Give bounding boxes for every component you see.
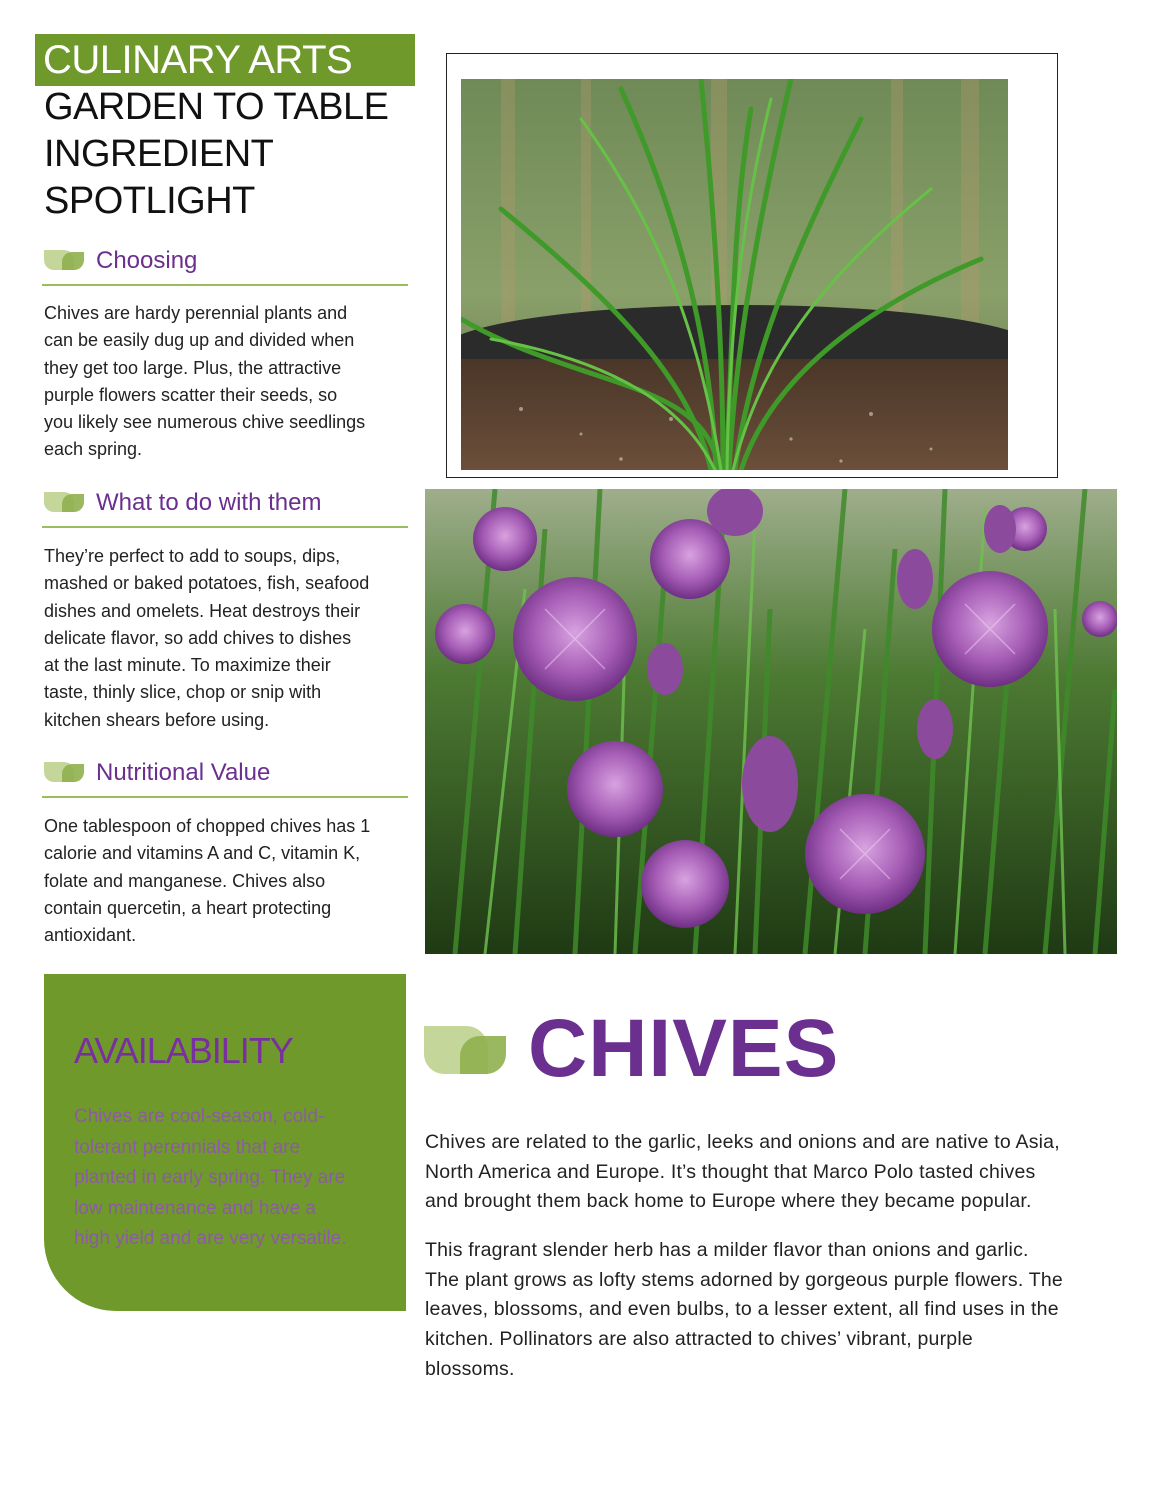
header-banner — [35, 34, 415, 86]
text-line: they get too large. Plus, the attractive — [44, 357, 342, 378]
text-line: Chives are hardy perennial plants and — [44, 303, 348, 323]
section-body-uses — [44, 543, 406, 734]
text-line: They’re perfect to add to soups, dips, — [44, 546, 341, 566]
text-line: low maintenance and have a — [74, 1197, 316, 1219]
text-line: Chives are related to the garlic, leeks and onions and are native to Asia, — [425, 1131, 1060, 1153]
leaf-icon — [44, 248, 84, 272]
section-title: Nutritional Value — [96, 759, 271, 786]
text-line: blossoms. — [425, 1357, 515, 1380]
chive-flowers-photo — [425, 489, 1117, 954]
text-line: and brought them back home to Europe where they became popular. — [425, 1190, 1032, 1213]
text-line: folate and manganese. Chives also — [44, 870, 326, 891]
text-line: The plant grows as lofty stems adorned by gorgeous purple flowers. The — [425, 1268, 1063, 1291]
leaf-icon — [44, 760, 84, 784]
section-header-choosing — [42, 244, 408, 286]
text-line: Chives are cool-season, cold- — [74, 1106, 325, 1127]
text-line: kitchen shears before using. — [44, 709, 270, 730]
text-line: taste, thinly slice, chop or snip with — [44, 682, 322, 703]
availability-box — [44, 974, 406, 1311]
text-line: mashed or baked potatoes, fish, seafood — [44, 573, 370, 594]
section-body-nutrition — [44, 813, 406, 949]
availability-text — [74, 1102, 394, 1255]
text-line: each spring. — [44, 439, 143, 460]
banner-title: CULINARY ARTS — [43, 38, 353, 82]
section-header-nutrition — [42, 756, 408, 798]
subtitle-line: INGREDIENT — [44, 133, 274, 175]
main-paragraph-1 — [425, 1128, 1125, 1217]
text-line: North America and Europe. It’s thought that Marco Polo tasted chives — [425, 1160, 1036, 1183]
text-line: planted in early spring. They are — [74, 1167, 346, 1188]
text-line: This fragrant slender herb has a milder flavor than onions and garlic. — [425, 1239, 1029, 1261]
text-line: purple flowers scatter their seeds, so — [44, 384, 338, 405]
text-line: leaves, blossoms, and even bulbs, to a lesser extent, all find uses in the — [425, 1298, 1059, 1321]
section-body-choosing — [44, 300, 406, 464]
text-line: tolerant perennials that are — [74, 1136, 301, 1158]
text-line: antioxidant. — [44, 925, 137, 946]
main-title: CHIVES — [528, 1003, 840, 1094]
text-line: dishes and omelets. Heat destroys their — [44, 600, 361, 621]
text-line: One tablespoon of chopped chives has 1 — [44, 816, 371, 836]
text-line: kitchen. Pollinators are also attracted to chives’ vibrant, purple — [425, 1328, 973, 1351]
text-line: high yield and are very versatile. — [74, 1228, 347, 1249]
page-subtitle — [44, 84, 414, 225]
text-line: calorie and vitamins A and C, vitamin K, — [44, 843, 361, 864]
subtitle-line: SPOTLIGHT — [44, 180, 255, 222]
section-header-uses — [42, 486, 408, 528]
leaf-icon — [44, 490, 84, 514]
section-title: Choosing — [96, 247, 198, 274]
section-title: What to do with them — [96, 489, 322, 516]
leaf-icon — [424, 1024, 506, 1076]
text-line: delicate flavor, so add chives to dishes — [44, 627, 352, 648]
availability-title: AVAILABILITY — [74, 1030, 293, 1071]
text-line: you likely see numerous chive seedlings — [44, 412, 366, 433]
chive-plant-photo — [461, 79, 1008, 470]
text-line: can be easily dug up and divided when — [44, 330, 355, 351]
subtitle-line: GARDEN TO TABLE — [44, 86, 389, 128]
text-line: at the last minute. To maximize their — [44, 655, 331, 676]
main-paragraph-2 — [425, 1236, 1125, 1385]
text-line: contain quercetin, a heart protecting — [44, 897, 332, 918]
